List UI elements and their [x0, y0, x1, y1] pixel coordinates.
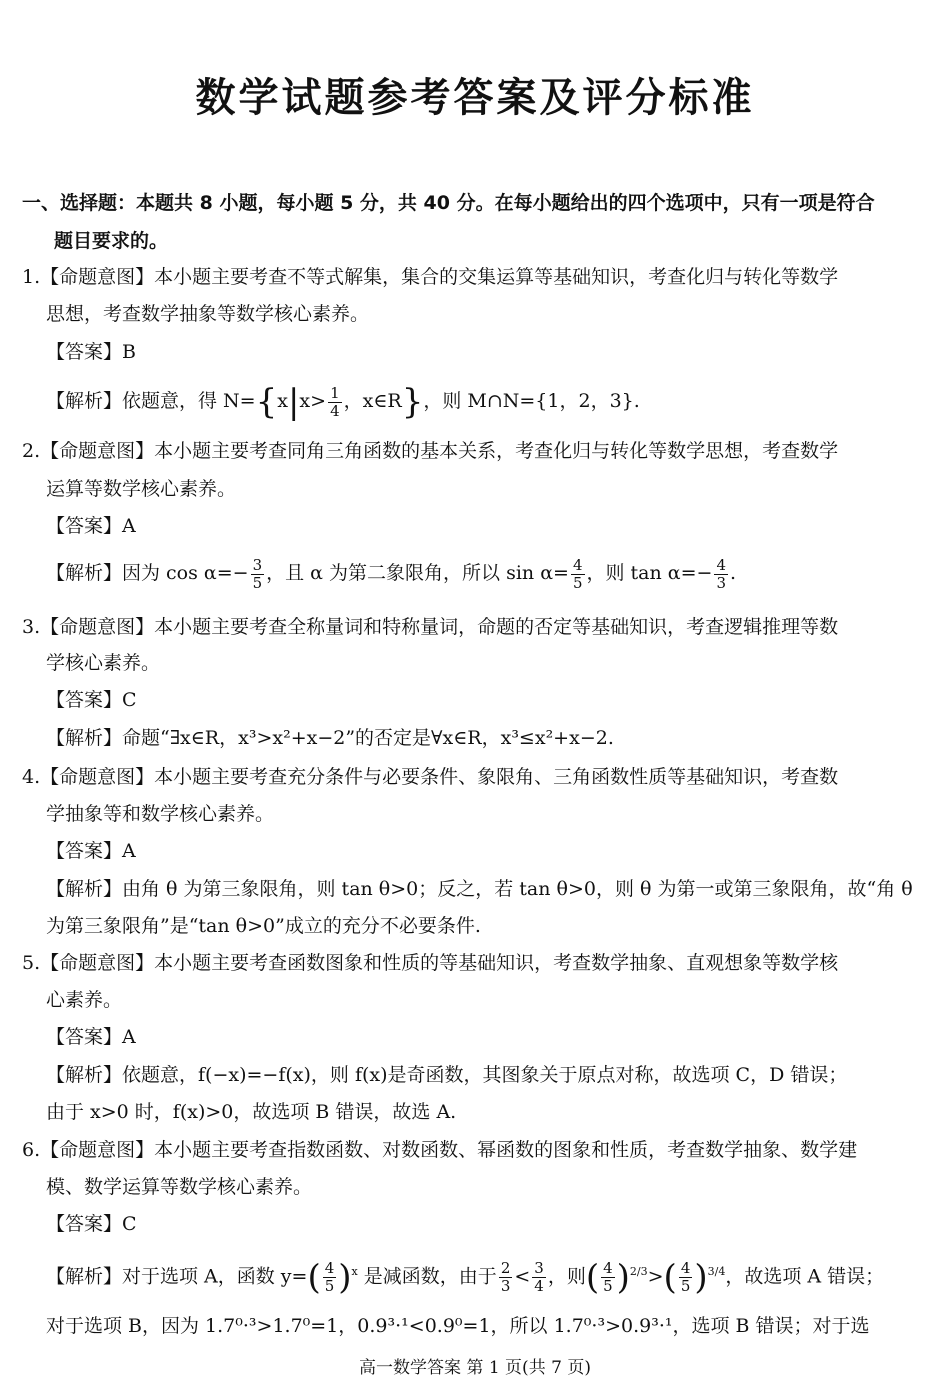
q6-frac-base3: $\frac{4}{5}$ [680, 1258, 691, 1295]
q6-exp-x: x [351, 1265, 358, 1278]
q6-frac-23: $\frac{2}{3}$ [500, 1258, 511, 1295]
q2-sol-text: 【解析】因为 cos α=− [46, 562, 249, 584]
q2-answer: 【答案】A [46, 515, 136, 537]
q1-set-cond: x> [299, 390, 327, 412]
q4-solution: 【解析】由角 θ 为第三象限角，则 tan θ>0；反之，若 tan θ>0，则 θ 为第一或第三象限角，故“角 θ [46, 878, 913, 900]
page-title: 数学试题参考答案及评分标准 [195, 75, 755, 121]
q2-intent: 2.【命题意图】本小题主要考查同角三角函数的基本关系，考查化归与转化等数学思想，考查数学 [22, 440, 839, 462]
q1-sol-result: ，则 M∩N={1，2，3}. [423, 390, 640, 412]
q6-sol-text: 【解析】对于选项 A，函数 y= [46, 1265, 308, 1288]
q5-answer: 【答案】A [46, 1026, 136, 1048]
q4-intent-cont: 学抽象等和数学核心素养。 [46, 803, 275, 825]
q1-intent-cont: 思想，考查数学抽象等数学核心素养。 [46, 303, 370, 325]
q2-sol-text2: ，且 α 为第二象限角，所以 sin α= [266, 562, 569, 584]
q4-answer: 【答案】A [46, 840, 136, 862]
q3-solution: 【解析】命题“∃x∈R，x³>x²+x−2”的否定是∀x∈R，x³≤x²+x−2. [46, 727, 614, 749]
q6-sol-text4: ，故选项 A 错误； [725, 1265, 885, 1288]
q6-sol-text3: ，则 [547, 1265, 586, 1288]
q1-fraction: $\frac{1}{4}$ [330, 384, 340, 420]
paren-open: ( [307, 1257, 321, 1298]
q6-solution-cont: 对于选项 B，因为 1.7⁰·³>1.7⁰=1，0.9³·¹<0.9⁰=1，所以 1.7⁰·³>0.9³·¹，选项 B 错误；对于选 [46, 1315, 870, 1337]
q4-solution-cont: 为第三象限角”是“tan θ>0”成立的充分不必要条件. [46, 915, 481, 937]
paren-open-3: ( [663, 1257, 677, 1298]
set-bar: | [287, 384, 300, 422]
q3-answer: 【答案】C [46, 689, 137, 711]
q6-exp-34: 3/4 [707, 1265, 726, 1278]
q2-frac-cos: $\frac{3}{5}$ [252, 555, 263, 592]
q2-solution [46, 553, 930, 597]
brace-open: { [255, 384, 278, 422]
q1-solution [46, 384, 930, 426]
q6-answer: 【答案】C [46, 1213, 137, 1235]
q6-exp-23: 2/3 [629, 1265, 648, 1278]
q1-sol-text: 【解析】依题意，得 N= [46, 390, 256, 412]
q1-set-var: x [277, 390, 288, 412]
q6-frac-34: $\frac{3}{4}$ [534, 1258, 544, 1295]
q5-intent-cont: 心素养。 [46, 989, 123, 1011]
q6-lt: < [514, 1265, 531, 1288]
q6-gt: > [647, 1265, 664, 1288]
q1-set-domain: ，x∈R [343, 390, 402, 412]
q6-sol-text2: 是减函数，由于 [357, 1265, 497, 1288]
q2-sol-end: . [730, 562, 737, 584]
q2-sol-text3: ，则 tan α=− [586, 562, 713, 584]
q3-intent: 3.【命题意图】本小题主要考查全称量词和特称量词，命题的否定等基础知识，考查逻辑推理等数 [22, 616, 839, 638]
q1-answer: 【答案】B [46, 341, 136, 363]
q2-frac-tan: $\frac{4}{3}$ [716, 555, 726, 592]
page-footer: 高一数学答案 第 1 页(共 7 页) [359, 1358, 591, 1378]
q1-intent: 1.【命题意图】本小题主要考查不等式解集，集合的交集运算等基础知识，考查化归与转化等数学 [22, 266, 839, 288]
paren-close-3: ) [694, 1257, 708, 1298]
paren-close-2: ) [616, 1257, 630, 1298]
section-heading-cont: 题目要求的。 [54, 230, 169, 252]
q2-frac-sin: $\frac{4}{5}$ [572, 555, 583, 592]
q4-intent: 4.【命题意图】本小题主要考查充分条件与必要条件、象限角、三角函数性质等基础知识，考查数 [22, 766, 839, 788]
q5-intent: 5.【命题意图】本小题主要考查函数图象和性质的等基础知识，考查数学抽象、直观想象等数学核 [22, 952, 839, 974]
section-heading: 一、选择题：本题共 8 小题，每小题 5 分，共 40 分。在每小题给出的四个选项中，只有一项是符合 [22, 192, 875, 214]
q2-intent-cont: 运算等数学核心素养。 [46, 478, 237, 500]
q6-solution [46, 1250, 930, 1300]
q6-intent-cont: 模、数学运算等数学核心素养。 [46, 1176, 313, 1198]
q6-intent: 6.【命题意图】本小题主要考查指数函数、对数函数、幂函数的图象和性质，考查数学抽象、数学建 [22, 1139, 858, 1161]
paren-open-2: ( [585, 1257, 600, 1298]
q5-solution-cont: 由于 x>0 时，f(x)>0，故选项 B 错误，故选 A. [46, 1101, 457, 1123]
brace-close: } [401, 384, 424, 422]
q3-intent-cont: 学核心素养。 [46, 652, 161, 674]
q5-solution: 【解析】依题意，f(−x)=−f(x)，则 f(x)是奇函数，其图象关于原点对称，故选项 C，D 错误； [46, 1064, 848, 1086]
paren-close: ) [338, 1257, 352, 1298]
q6-frac-base2: $\frac{4}{5}$ [603, 1258, 613, 1295]
q6-frac-base: $\frac{4}{5}$ [324, 1258, 335, 1295]
